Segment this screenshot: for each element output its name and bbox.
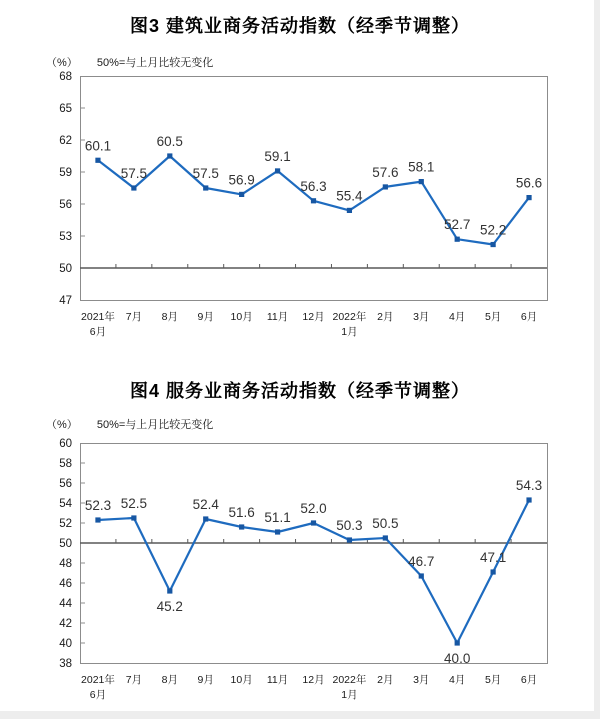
y-tick-label: 50	[59, 538, 72, 550]
y-tick-label: 56	[59, 199, 72, 211]
data-point	[491, 569, 496, 574]
baseline-50	[80, 264, 547, 268]
data-label: 56.3	[300, 178, 327, 194]
y-tick-label: 47	[59, 295, 72, 307]
x-tick-label: 11月	[266, 674, 289, 686]
x-tick-label: 1月	[341, 326, 358, 338]
data-point	[95, 517, 100, 522]
data-point	[311, 198, 316, 203]
unit-label: （%）	[46, 419, 78, 431]
x-tick-label: 2022年	[332, 674, 367, 686]
x-tick-label: 2022年	[332, 311, 367, 323]
data-label: 50.5	[372, 516, 399, 531]
x-tick-label: 1月	[341, 689, 358, 701]
data-point	[347, 537, 352, 542]
data-label: 52.4	[192, 497, 219, 512]
data-label: 56.9	[228, 172, 255, 188]
y-tick-label: 65	[59, 103, 72, 115]
x-tick-label: 8月	[161, 674, 178, 686]
x-tick-label: 11月	[266, 311, 289, 323]
x-tick-label: 6月	[89, 689, 107, 701]
y-tick-label: 42	[59, 618, 72, 630]
y-tick-label: 40	[59, 638, 72, 650]
services-chart-title: 图4 服务业商务活动指数（经季节调整）	[129, 381, 470, 401]
y-tick-label: 62	[59, 135, 72, 147]
x-tick-label: 6月	[520, 674, 538, 686]
x-tick-label: 9月	[197, 311, 214, 323]
x-axis	[81, 310, 537, 338]
x-tick-label: 5月	[484, 674, 502, 686]
x-tick-label: 9月	[197, 674, 214, 686]
data-point	[131, 515, 136, 520]
x-tick-label: 3月	[413, 674, 430, 686]
baseline-note: 50%=与上月比较无变化	[96, 57, 214, 69]
data-point	[275, 529, 280, 534]
page-edge-right	[594, 0, 600, 719]
data-point-markers	[95, 153, 531, 247]
x-tick-label: 5月	[484, 311, 502, 323]
data-point	[419, 573, 424, 578]
y-tick-label: 44	[59, 598, 72, 610]
data-point	[167, 153, 172, 158]
data-point	[455, 237, 460, 242]
data-point	[167, 588, 172, 593]
data-point	[275, 168, 280, 173]
data-label: 52.2	[479, 222, 507, 238]
x-tick-label: 6月	[89, 326, 107, 338]
data-labels	[85, 478, 542, 666]
x-tick-label: 2021年	[81, 674, 115, 686]
data-label: 45.2	[156, 599, 183, 614]
x-tick-label: 2月	[377, 674, 394, 686]
y-tick-label: 38	[59, 658, 72, 670]
x-tick-label: 7月	[125, 311, 143, 323]
y-tick-label: 52	[59, 518, 72, 530]
data-label: 57.5	[192, 166, 219, 181]
y-axis	[59, 438, 85, 670]
y-tick-label: 53	[59, 231, 72, 243]
data-label: 51.1	[264, 510, 291, 525]
construction-pmi-line-chart	[0, 68, 600, 348]
data-label: 51.6	[228, 505, 255, 520]
y-tick-label: 68	[59, 71, 72, 83]
data-point	[239, 192, 244, 197]
services-pmi-line-chart	[0, 430, 600, 710]
unit-label: （%）	[46, 57, 78, 69]
data-label: 57.6	[372, 164, 399, 180]
data-labels	[85, 134, 542, 238]
data-point	[383, 535, 388, 540]
y-axis	[59, 71, 85, 307]
data-label: 60.1	[84, 138, 112, 154]
data-point	[419, 179, 424, 184]
data-label: 40.0	[444, 651, 471, 666]
y-tick-label: 56	[59, 478, 72, 490]
data-point	[131, 185, 136, 190]
y-tick-label: 58	[59, 458, 72, 470]
data-label: 59.1	[264, 148, 291, 164]
x-tick-label: 10月	[230, 311, 253, 323]
data-label: 52.5	[120, 496, 148, 511]
data-point	[239, 524, 244, 529]
x-axis	[81, 673, 537, 701]
data-point	[347, 208, 352, 213]
data-label: 58.1	[408, 159, 435, 175]
data-point	[95, 158, 100, 163]
data-label: 55.4	[336, 188, 363, 204]
x-tick-label: 7月	[125, 674, 143, 686]
data-label: 52.7	[444, 217, 471, 233]
data-label: 56.6	[515, 175, 543, 191]
data-point	[526, 497, 531, 502]
x-tick-label: 10月	[230, 674, 253, 686]
x-tick-label: 4月	[449, 311, 466, 323]
construction-chart-title: 图3 建筑业商务活动指数（经季节调整）	[129, 16, 470, 36]
data-point	[203, 185, 208, 190]
data-point	[455, 640, 460, 645]
y-tick-label: 48	[59, 558, 72, 570]
data-label: 57.5	[120, 166, 148, 181]
data-point	[311, 520, 316, 525]
x-tick-label: 12月	[302, 311, 325, 323]
x-tick-label: 2021年	[81, 311, 115, 323]
baseline-50	[80, 539, 547, 543]
y-tick-label: 54	[59, 498, 72, 510]
y-tick-label: 46	[59, 578, 72, 590]
data-label: 46.7	[408, 554, 435, 569]
data-label: 47.1	[479, 550, 507, 565]
data-label: 52.3	[84, 498, 112, 513]
x-tick-label: 8月	[161, 311, 178, 323]
data-label: 52.0	[300, 501, 327, 516]
data-label: 60.5	[156, 134, 183, 149]
x-tick-label: 2月	[377, 311, 394, 323]
x-tick-label: 3月	[413, 311, 430, 323]
x-tick-label: 6月	[520, 311, 538, 323]
x-tick-label: 4月	[449, 674, 466, 686]
data-label: 50.3	[336, 518, 363, 533]
data-point	[491, 242, 496, 247]
baseline-note: 50%=与上月比较无变化	[96, 419, 214, 431]
data-label: 54.3	[515, 478, 543, 493]
data-point	[203, 516, 208, 521]
y-tick-label: 59	[59, 167, 72, 179]
y-tick-label: 60	[59, 438, 72, 450]
data-point	[383, 184, 388, 189]
data-point	[526, 195, 531, 200]
page-edge-bottom	[0, 711, 600, 719]
x-tick-label: 12月	[302, 674, 325, 686]
y-tick-label: 50	[59, 263, 72, 275]
